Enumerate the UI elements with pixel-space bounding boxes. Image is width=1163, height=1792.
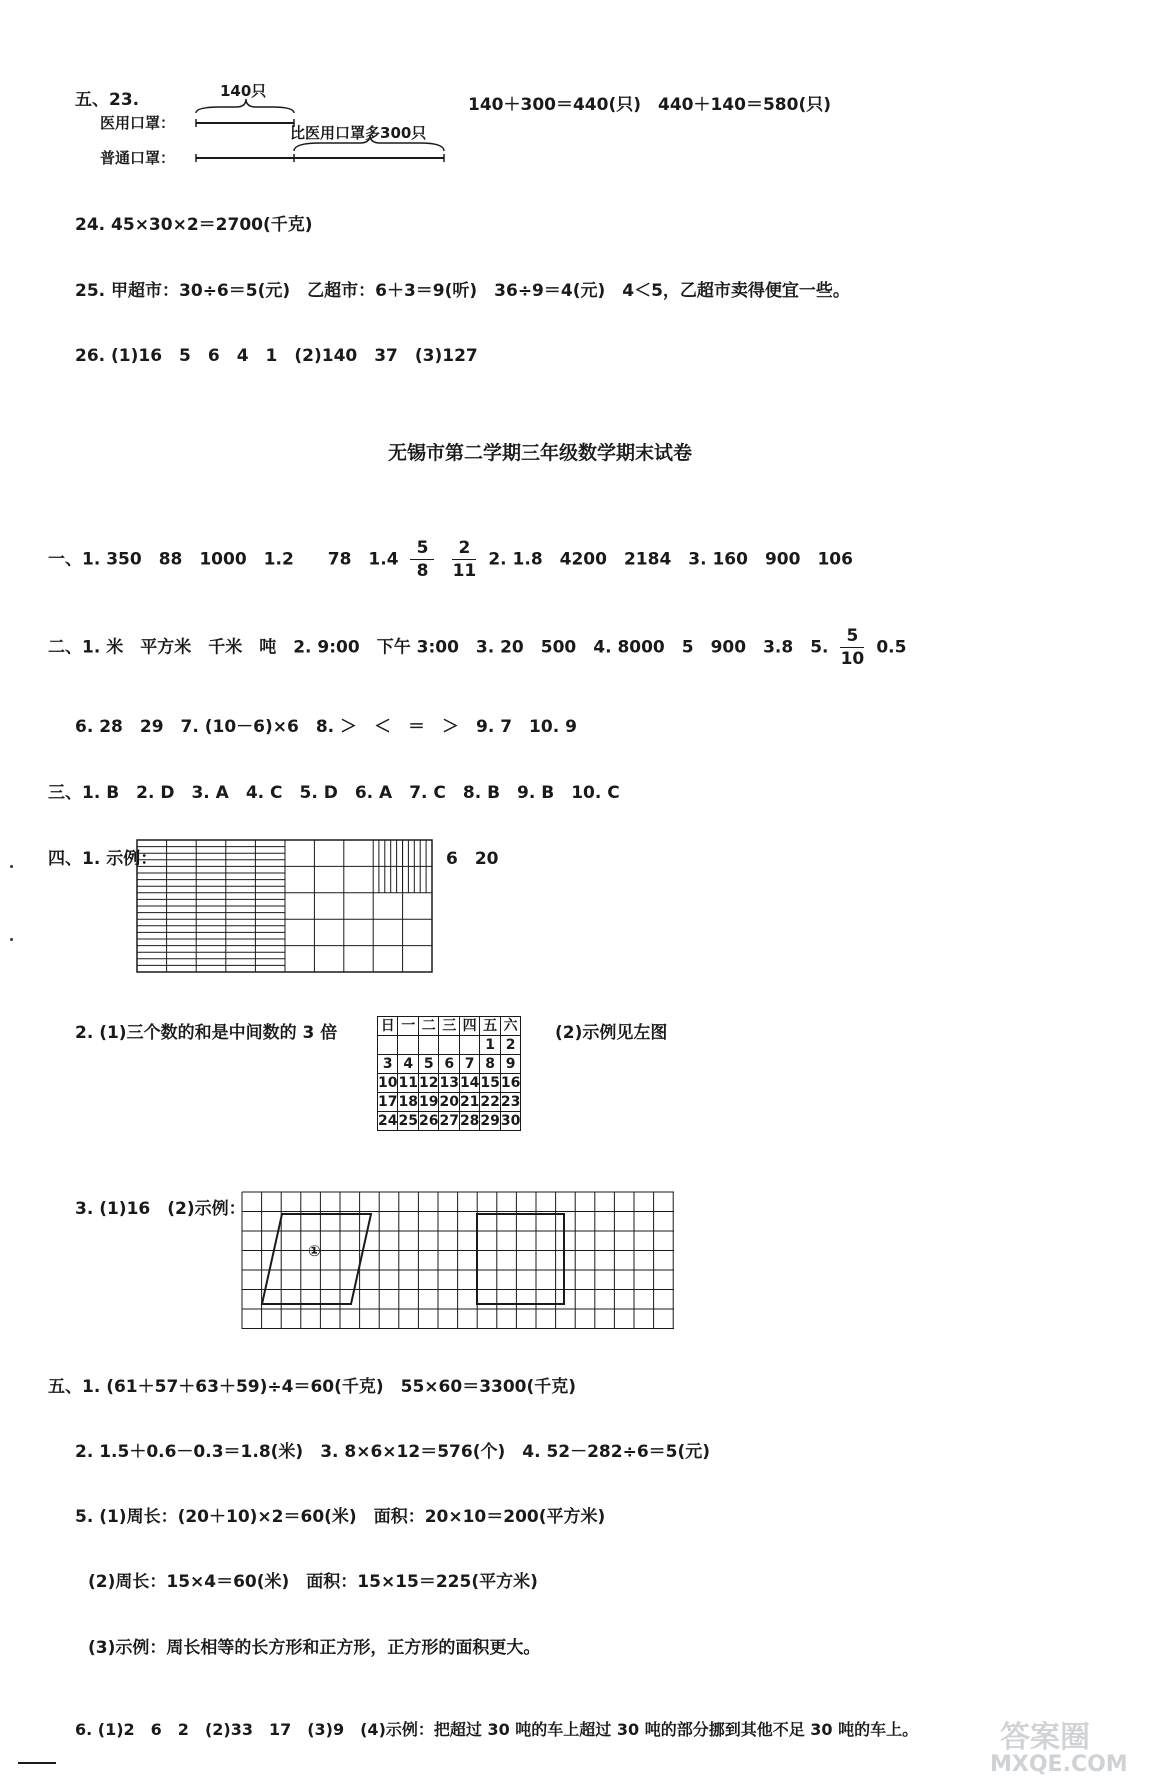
part5-q1: 五、1. (61＋57＋63＋59)÷4＝60(千克) 55×60＝3300(千克) bbox=[48, 1377, 577, 1397]
part1-fraction-1 bbox=[410, 537, 434, 582]
fraction-denominator: 10 bbox=[840, 649, 865, 669]
q25-answer: 25. 甲超市：30÷6＝5(元) 乙超市：6＋3＝9(听) 36÷9＝4(元) 4＜5，乙超市卖得便宜一些。 bbox=[75, 281, 850, 301]
calendar-day: 4 bbox=[398, 1055, 418, 1074]
calendar-day: 14 bbox=[459, 1075, 480, 1091]
calendar-day: 8 bbox=[480, 1055, 500, 1074]
fraction-denominator: 11 bbox=[452, 561, 477, 581]
part2-line1-b: 0.5 bbox=[876, 637, 907, 658]
calendar-day: 21 bbox=[459, 1094, 480, 1110]
calendar-row bbox=[378, 1074, 521, 1093]
calendar-day bbox=[378, 1036, 398, 1055]
bar-top-label: 140只 bbox=[220, 82, 267, 100]
watermark-logo: 答案圈 bbox=[1000, 1720, 1090, 1755]
part5-q5-2: (2)周长：15×4＝60(米) 面积：15×15＝225(平方米) bbox=[88, 1572, 538, 1592]
calendar-day: 7 bbox=[459, 1055, 479, 1074]
calendar-day: 27 bbox=[439, 1113, 459, 1129]
part2-line1 bbox=[48, 625, 906, 670]
part1-rest: 2. 1.8 4200 2184 3. 160 900 106 bbox=[488, 549, 853, 570]
row2-label: 普通口罩： bbox=[100, 149, 176, 167]
calendar-day: 25 bbox=[398, 1113, 418, 1129]
fraction-numerator: 5 bbox=[840, 625, 864, 648]
calendar-day bbox=[398, 1036, 418, 1055]
fraction-denominator: 8 bbox=[416, 561, 429, 581]
calendar-table bbox=[377, 1016, 521, 1131]
calendar-day: 26 bbox=[418, 1113, 439, 1129]
calendar-day: 30 bbox=[500, 1113, 521, 1129]
calendar-day: 24 bbox=[378, 1113, 398, 1129]
calendar-day: 20 bbox=[439, 1094, 459, 1110]
fraction-numerator: 5 bbox=[410, 537, 434, 560]
part1-line bbox=[48, 537, 853, 582]
shape-label: ① bbox=[308, 1242, 321, 1260]
margin-mark bbox=[10, 938, 13, 941]
calendar-day bbox=[459, 1036, 479, 1055]
calendar-weekday: 三 bbox=[439, 1017, 459, 1036]
calendar-day: 23 bbox=[500, 1094, 521, 1110]
calendar-row bbox=[378, 1093, 521, 1112]
calendar-day: 17 bbox=[378, 1094, 398, 1110]
calendar-weekday: 六 bbox=[500, 1017, 520, 1036]
calendar-row bbox=[378, 1036, 521, 1055]
calendar-day: 13 bbox=[439, 1075, 459, 1091]
calendar-day: 15 bbox=[480, 1075, 500, 1091]
calendar-day bbox=[418, 1036, 438, 1055]
calendar-weekday: 二 bbox=[418, 1017, 438, 1036]
calendar-day: 9 bbox=[500, 1055, 520, 1074]
part5-q6: 6. (1)2 6 2 (2)33 17 (3)9 (4)示例：把超过 30 吨的车上超过 30 吨的部分挪到其他不足 30 吨的车上。 bbox=[75, 1720, 919, 1739]
calendar-day: 19 bbox=[418, 1094, 439, 1110]
calendar-day bbox=[439, 1036, 459, 1055]
calendar-weekday: 日 bbox=[378, 1017, 398, 1036]
fraction-numerator: 2 bbox=[452, 537, 476, 560]
calendar-weekday: 一 bbox=[398, 1017, 418, 1036]
calendar-row bbox=[378, 1112, 521, 1131]
calendar-day: 1 bbox=[480, 1036, 500, 1055]
part1-fraction-2 bbox=[452, 537, 476, 582]
line-segment-diagram bbox=[190, 95, 450, 165]
part2-line1-a: 二、1. 米 平方米 千米 吨 2. 9:00 下午 3:00 3. 20 500 4. 8000 5 900 3.8 5. bbox=[48, 637, 829, 658]
part3-line: 三、1. B 2. D 3. A 4. C 5. D 6. A 7. C 8. B 9. B 10. C bbox=[48, 783, 620, 803]
bottom-rule bbox=[18, 1762, 56, 1764]
part4-q1-answer: 6 20 bbox=[446, 849, 499, 869]
calendar-day: 5 bbox=[418, 1055, 438, 1074]
calendar-weekday: 四 bbox=[459, 1017, 479, 1036]
watermark-site: MXQE.COM bbox=[990, 1752, 1128, 1777]
part5-q5-1: 5. (1)周长：(20＋10)×2＝60(米) 面积：20×10＝200(平方米) bbox=[75, 1507, 606, 1527]
calendar-day: 16 bbox=[500, 1075, 521, 1091]
calendar-day: 2 bbox=[500, 1036, 520, 1055]
calendar-day: 22 bbox=[480, 1094, 500, 1110]
q24-answer: 24. 45×30×2＝2700(千克) bbox=[75, 215, 313, 235]
exam-title: 无锡市第二学期三年级数学期末试卷 bbox=[388, 442, 693, 464]
part5-q5-3: (3)示例：周长相等的长方形和正方形，正方形的面积更大。 bbox=[88, 1638, 541, 1658]
calendar-day: 11 bbox=[398, 1075, 418, 1091]
q23-label: 五、23. bbox=[75, 90, 140, 110]
calendar-day: 29 bbox=[480, 1113, 500, 1129]
part2-line2: 6. 28 29 7. (10－6)×6 8. ＞ ＜ ＝ ＞ 9. 7 10. 9 bbox=[75, 717, 577, 737]
part4-q2-label: 2. (1)三个数的和是中间数的 3 倍 bbox=[75, 1023, 338, 1043]
margin-mark bbox=[10, 865, 13, 868]
calendar-weekday: 五 bbox=[480, 1017, 500, 1036]
shape-grid-figure bbox=[240, 1190, 680, 1332]
calendar-header-row bbox=[378, 1017, 521, 1036]
part1-q1: 一、1. 350 88 1000 1.2 78 1.4 bbox=[48, 549, 399, 570]
q26-answer: 26. (1)16 5 6 4 1 (2)140 37 (3)127 bbox=[75, 346, 478, 366]
part4-q1-label: 四、1. 示例： bbox=[48, 849, 158, 869]
row1-label: 医用口罩： bbox=[100, 114, 176, 132]
calendar-row bbox=[378, 1055, 521, 1074]
calendar-day: 28 bbox=[459, 1113, 480, 1129]
calendar-day: 10 bbox=[378, 1075, 398, 1091]
part4-q3-label: 3. (1)16 (2)示例： bbox=[75, 1199, 246, 1219]
part2-fraction bbox=[840, 625, 864, 670]
calendar-day: 3 bbox=[378, 1055, 398, 1074]
calendar-day: 12 bbox=[418, 1075, 439, 1091]
q23-calc: 140＋300＝440(只) 440＋140＝580(只) bbox=[468, 95, 831, 115]
calendar-day: 6 bbox=[439, 1055, 459, 1074]
part5-q2: 2. 1.5＋0.6－0.3＝1.8(米) 3. 8×6×12＝576(个) 4. 52－282÷6＝5(元) bbox=[75, 1442, 711, 1462]
calendar-day: 18 bbox=[398, 1094, 418, 1110]
brace-label: 比医用口罩多300只 bbox=[290, 124, 427, 142]
fraction-grid-figure bbox=[135, 838, 435, 975]
part4-q2-answer: (2)示例见左图 bbox=[555, 1023, 668, 1043]
